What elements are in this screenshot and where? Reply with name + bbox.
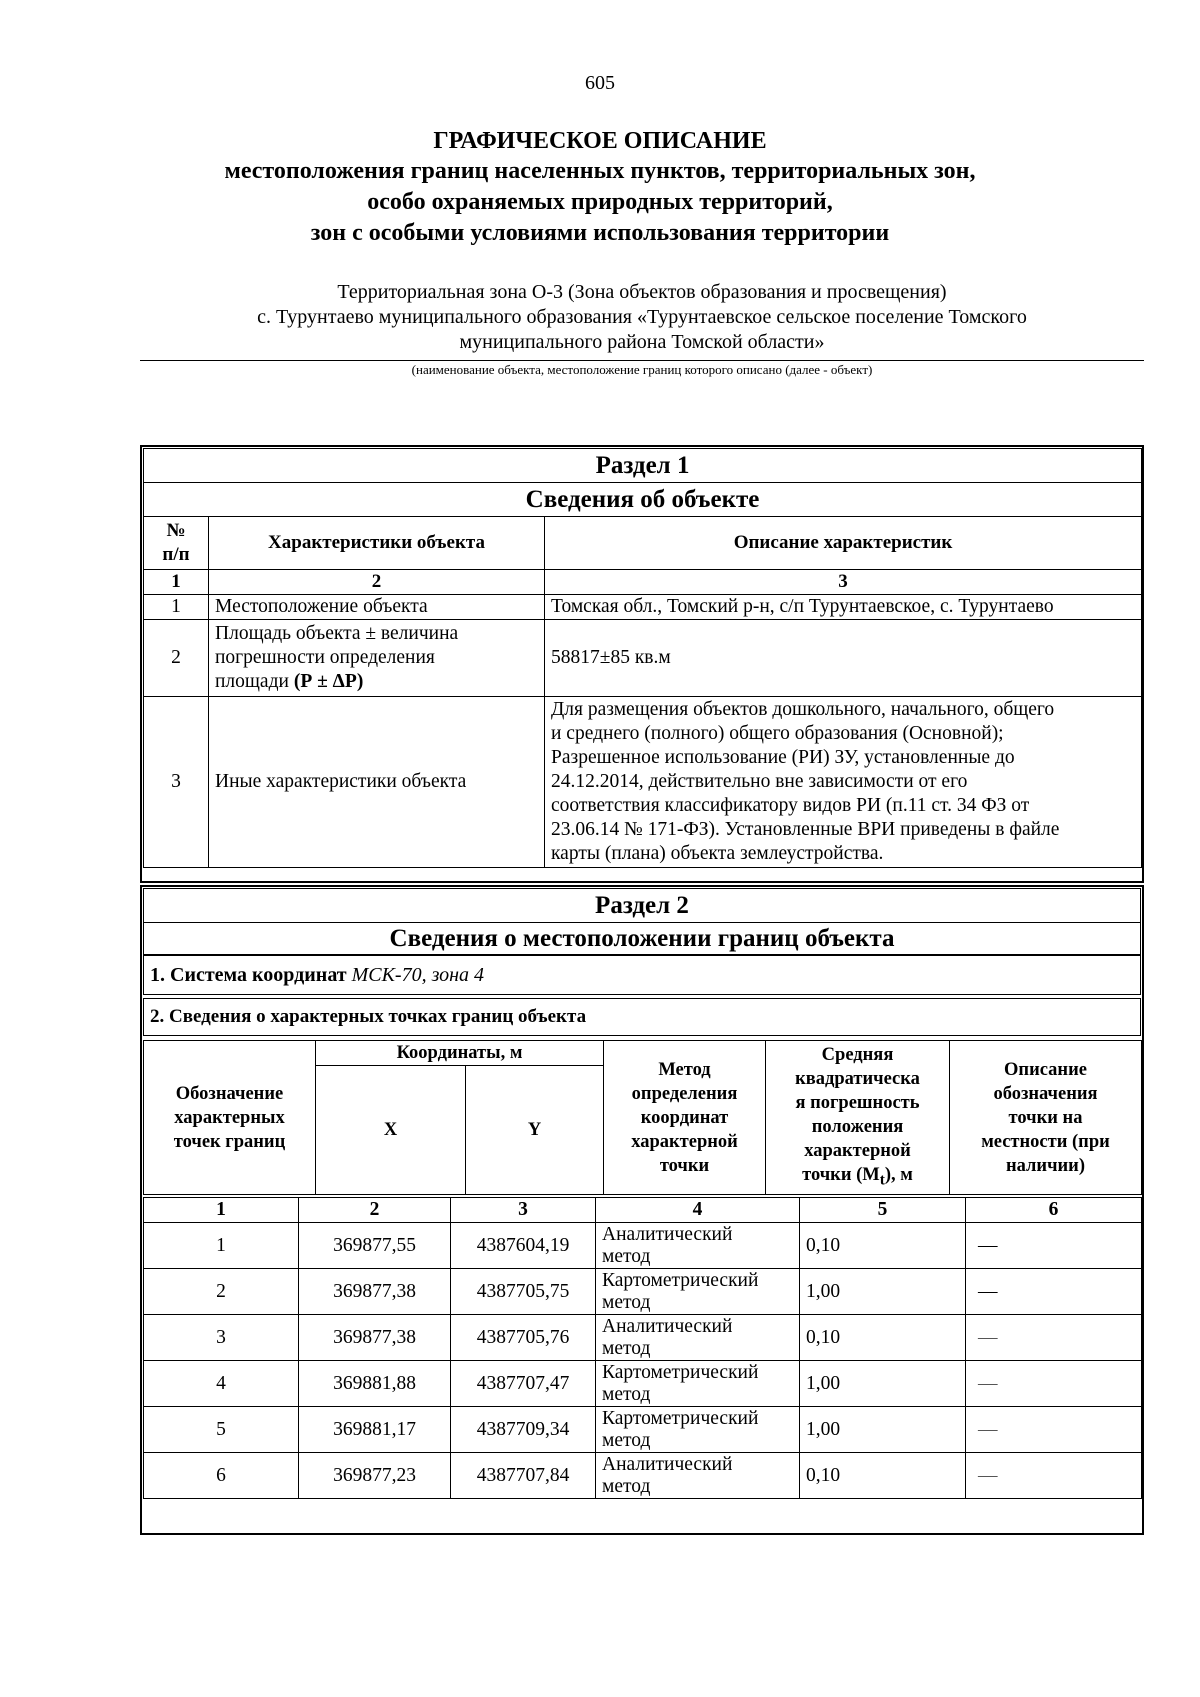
point-error: 0,10 <box>800 1223 966 1269</box>
point-id: 6 <box>144 1453 299 1499</box>
col-number-2: 2 <box>209 570 545 595</box>
point-x: 369877,23 <box>299 1453 451 1499</box>
points-caption: 2. Сведения о характерных точках границ объекта <box>144 999 1141 1036</box>
point-description: — <box>966 1223 1142 1269</box>
title-line-2: местоположения границ населенных пунктов, территориальных зон, <box>224 158 976 184</box>
point-method-line: Картометрический <box>602 1407 759 1429</box>
table-row <box>144 1407 1142 1453</box>
header-error-sub: t <box>879 1171 885 1189</box>
points-body <box>144 1223 1142 1499</box>
point-method-line: метод <box>602 1245 651 1267</box>
point-method-line: Аналитический <box>602 1315 733 1337</box>
object-name-underline <box>140 360 1144 361</box>
points-header-table <box>143 1040 1142 1195</box>
desc-line: соответствия классификатору видов РИ (п.11 ст. 34 ФЗ от <box>551 795 1030 816</box>
coord-system-label: 1. Система координат <box>150 964 347 986</box>
object-name <box>140 280 1144 355</box>
header-method-line: определения <box>631 1083 738 1104</box>
desc-line: карты (плана) объекта землеустройства. <box>551 843 884 864</box>
header-error-suffix: ), м <box>884 1164 913 1185</box>
header-error-line <box>768 1163 947 1193</box>
header-designation-line: точек границ <box>173 1131 286 1152</box>
header-desc-line: обозначения <box>993 1083 1098 1104</box>
desc-line: Для размещения объектов дошкольного, начального, общего <box>551 699 1055 720</box>
point-x: 369881,17 <box>299 1407 451 1453</box>
point-id: 3 <box>144 1315 299 1361</box>
point-method <box>596 1407 800 1453</box>
point-method-line: метод <box>602 1291 651 1313</box>
header-point-description <box>950 1041 1142 1195</box>
title-line-3: особо охраняемых природных территорий, <box>367 189 833 215</box>
header-error-line: положения <box>811 1116 904 1137</box>
table-row <box>144 1269 1142 1315</box>
title-line-1: ГРАФИЧЕСКОЕ ОПИСАНИЕ <box>433 128 767 154</box>
coord-system-row <box>144 956 1141 995</box>
header-method-line: характерной <box>631 1131 738 1152</box>
point-error: 1,00 <box>800 1361 966 1407</box>
point-method <box>596 1453 800 1499</box>
desc-line: Разрешенное использование (РИ) ЗУ, установленные до <box>551 747 1015 768</box>
header-x: X <box>316 1066 466 1195</box>
point-description: — <box>966 1453 1142 1499</box>
char-line: погрешности определения <box>215 647 435 668</box>
point-id: 4 <box>144 1361 299 1407</box>
point-y: 4387705,75 <box>451 1269 596 1315</box>
point-x: 369881,88 <box>299 1361 451 1407</box>
header-characteristics: Характеристики объекта <box>209 517 545 570</box>
point-y: 4387707,84 <box>451 1453 596 1499</box>
header-description: Описание характеристик <box>545 517 1142 570</box>
header-y: Y <box>466 1066 604 1195</box>
object-name-line-3: муниципального района Томской области» <box>459 331 825 353</box>
point-method <box>596 1223 800 1269</box>
header-method <box>604 1041 766 1195</box>
point-method <box>596 1315 800 1361</box>
object-name-line-1: Территориальная зона О-3 (Зона объектов образования и просвещения) <box>337 281 947 303</box>
header-error-line: Средняя <box>821 1044 894 1065</box>
col-number-3: 3 <box>545 570 1142 595</box>
point-id: 1 <box>144 1223 299 1269</box>
header-desc-line: точки на <box>1008 1107 1083 1128</box>
char-line <box>215 670 538 694</box>
title-line-4: зон с особыми условиями использования территории <box>310 220 890 246</box>
header-designation-line: характерных <box>174 1107 285 1128</box>
col-number-1: 1 <box>144 1198 299 1223</box>
header-method-line: Метод <box>658 1059 711 1080</box>
col-number-6: 6 <box>966 1198 1142 1223</box>
row-num: 2 <box>144 620 209 697</box>
point-y: 4387707,47 <box>451 1361 596 1407</box>
header-method-line: координат <box>640 1107 729 1128</box>
point-id: 2 <box>144 1269 299 1315</box>
header-num-abbr: п/п <box>162 544 190 565</box>
header-designation <box>144 1041 316 1195</box>
point-method-line: метод <box>602 1337 651 1359</box>
desc-line: 24.12.2014, действительно вне зависимости от его <box>551 771 968 792</box>
point-error: 0,10 <box>800 1315 966 1361</box>
row-characteristic: Иные характеристики объекта <box>209 697 545 868</box>
header-error <box>766 1041 950 1195</box>
table-row <box>144 1223 1142 1269</box>
row-num: 3 <box>144 697 209 868</box>
row-description: Томская обл., Томский р-н, с/п Турунтаевское, с. Турунтаево <box>545 595 1142 620</box>
row-description: 58817±85 кв.м <box>545 620 1142 697</box>
header-error-line: характерной <box>804 1140 911 1161</box>
header-desc-line: местности (при <box>981 1131 1110 1152</box>
point-y: 4387705,76 <box>451 1315 596 1361</box>
area-formula: (Р ± ΔР) <box>293 671 364 692</box>
point-method-line: Картометрический <box>602 1361 759 1383</box>
point-description: — <box>966 1361 1142 1407</box>
section2-header-table <box>143 888 1141 955</box>
col-number-1: 1 <box>144 570 209 595</box>
col-number-2: 2 <box>299 1198 451 1223</box>
table-row <box>144 595 1142 620</box>
points-table <box>143 1197 1142 1499</box>
header-coords: Координаты, м <box>316 1041 604 1066</box>
point-method-line: метод <box>602 1475 651 1497</box>
desc-line: 23.06.14 № 171-ФЗ). Установленные ВРИ приведены в файле <box>551 819 1060 840</box>
point-description: — <box>966 1269 1142 1315</box>
col-number-4: 4 <box>596 1198 800 1223</box>
table-row <box>144 1361 1142 1407</box>
point-description: — <box>966 1407 1142 1453</box>
point-x: 369877,38 <box>299 1269 451 1315</box>
header-num <box>144 517 209 570</box>
col-number-3: 3 <box>451 1198 596 1223</box>
header-error-prefix: точки (М <box>802 1164 880 1185</box>
table-row <box>144 697 1142 868</box>
header-designation-line: Обозначение <box>175 1083 284 1104</box>
section1-subtitle: Сведения об объекте <box>144 483 1142 517</box>
header-num-symbol: № <box>166 520 186 541</box>
point-method-line: метод <box>602 1429 651 1451</box>
row-characteristic: Местоположение объекта <box>209 595 545 620</box>
header-desc-line: Описание <box>1004 1059 1087 1080</box>
point-method-line: метод <box>602 1383 651 1405</box>
section1-title: Раздел 1 <box>144 449 1142 483</box>
row-description <box>545 697 1142 868</box>
desc-line: и среднего (полного) общего образования (Основной); <box>551 723 1004 744</box>
char-line: Площадь объекта ± величина <box>215 623 459 644</box>
point-error: 1,00 <box>800 1407 966 1453</box>
header-error-line: квадратическа <box>795 1068 920 1089</box>
header-method-line: точки <box>659 1155 710 1176</box>
points-caption-table <box>143 998 1141 1036</box>
point-id: 5 <box>144 1407 299 1453</box>
point-x: 369877,38 <box>299 1315 451 1361</box>
point-description: — <box>966 1315 1142 1361</box>
row-characteristic <box>209 620 545 697</box>
point-method-line: Аналитический <box>602 1453 733 1475</box>
section1-table <box>143 448 1142 868</box>
object-name-caption: (наименование объекта, местоположение границ которого описано (далее - объект) <box>411 362 873 377</box>
col-number-5: 5 <box>800 1198 966 1223</box>
header-error-line: я погрешность <box>795 1092 920 1113</box>
point-error: 0,10 <box>800 1453 966 1499</box>
char-line-text: площади <box>215 671 289 692</box>
table-row <box>144 1315 1142 1361</box>
row-num: 1 <box>144 595 209 620</box>
section2-subtitle: Сведения о местоположении границ объекта <box>144 923 1141 955</box>
point-method-line: Аналитический <box>602 1223 733 1245</box>
section2-title: Раздел 2 <box>144 889 1141 923</box>
document-title <box>0 126 1200 249</box>
coord-system-value: МСК-70, зона 4 <box>351 964 485 986</box>
point-method <box>596 1361 800 1407</box>
point-y: 4387604,19 <box>451 1223 596 1269</box>
object-name-line-2: с. Турунтаево муниципального образования «Турунтаевское сельское поселение Томского <box>257 306 1027 328</box>
point-x: 369877,55 <box>299 1223 451 1269</box>
page-number: 605 <box>585 72 615 94</box>
table-row <box>144 620 1142 697</box>
table-row <box>144 1453 1142 1499</box>
point-y: 4387709,34 <box>451 1407 596 1453</box>
coord-system-table <box>143 955 1141 995</box>
point-method-line: Картометрический <box>602 1269 759 1291</box>
header-desc-line: наличии) <box>1005 1155 1086 1176</box>
point-error: 1,00 <box>800 1269 966 1315</box>
point-method <box>596 1269 800 1315</box>
